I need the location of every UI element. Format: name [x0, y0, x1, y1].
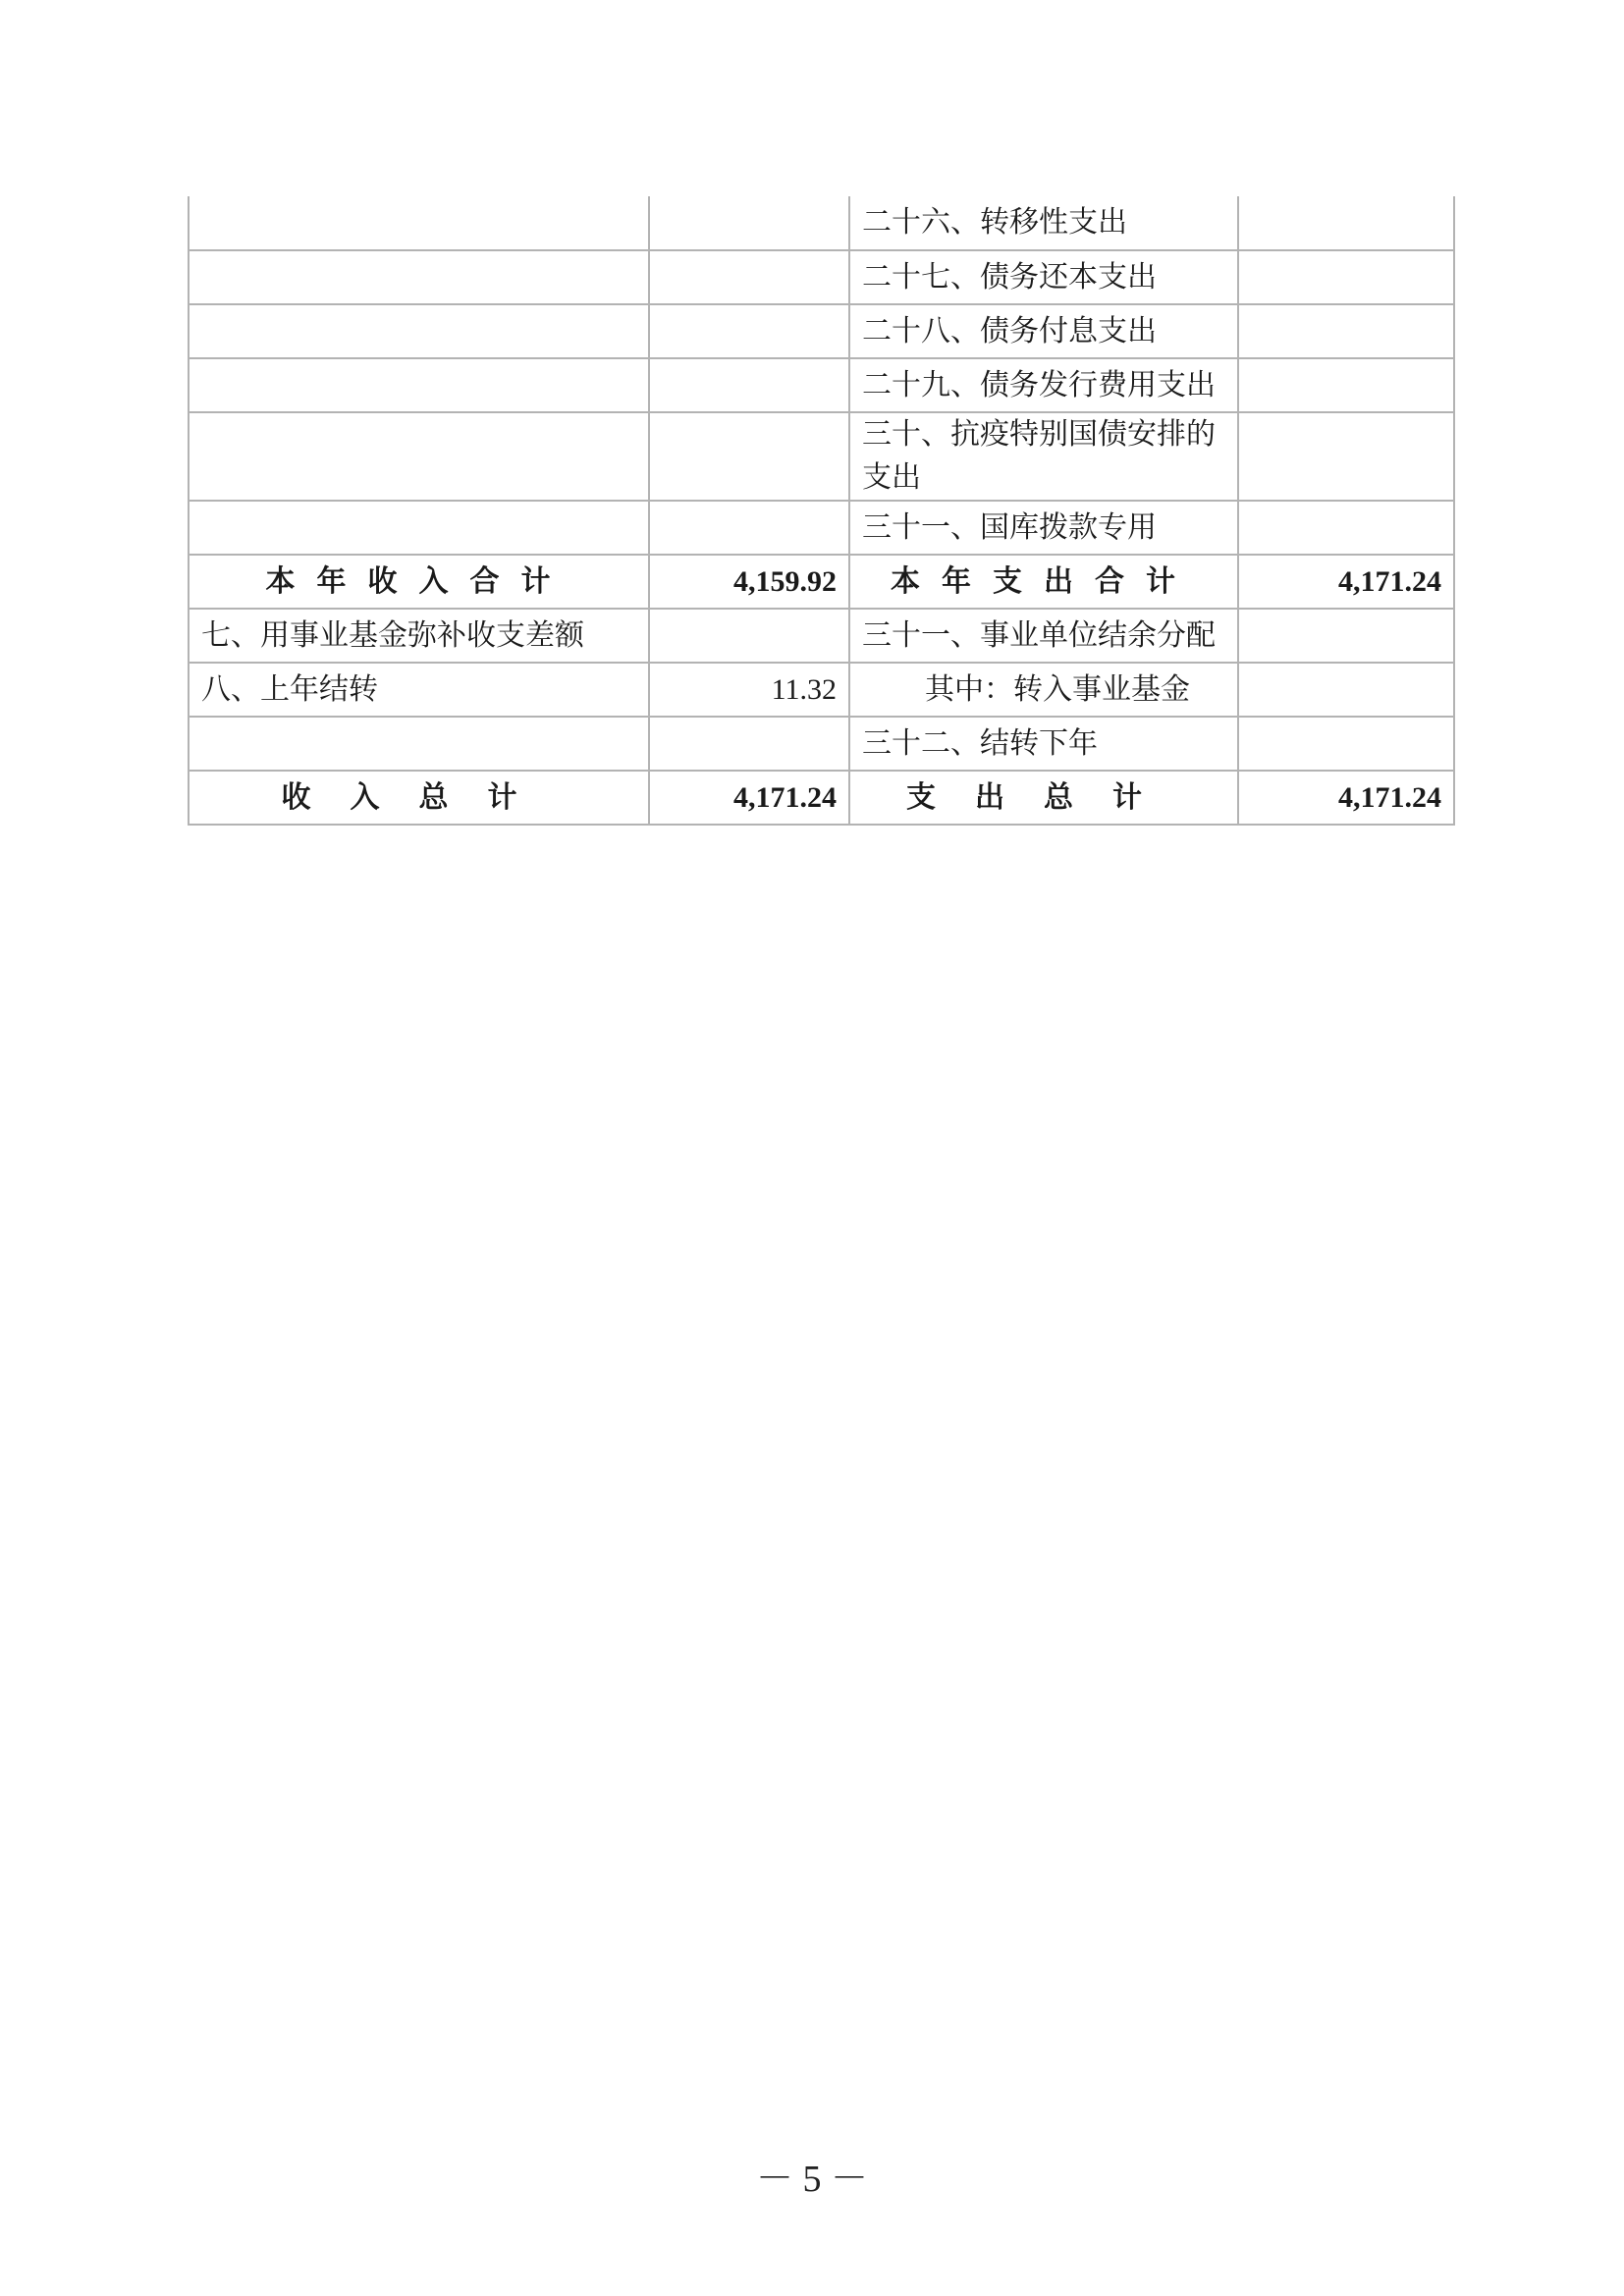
income-item-cell	[189, 501, 649, 555]
expense-item-cell: 三十、抗疫特别国债安排的支出	[849, 412, 1238, 501]
income-item-cell	[189, 412, 649, 501]
income-item-cell	[189, 358, 649, 412]
expense-item-cell: 其中：转入事业基金	[849, 663, 1238, 717]
table-row	[189, 609, 1454, 663]
expense-item-cell: 二十八、债务付息支出	[849, 304, 1238, 358]
income-amount-cell	[649, 501, 849, 555]
income-amount-cell	[649, 358, 849, 412]
expense-amount-cell	[1238, 663, 1454, 717]
table-row	[189, 196, 1454, 250]
expense-amount-cell	[1238, 412, 1454, 501]
table-row	[189, 250, 1454, 304]
page-number: － 5 －	[755, 2159, 868, 2200]
expense-item-cell: 二十六、转移性支出	[849, 196, 1238, 250]
table-row	[189, 412, 1454, 501]
expense-amount-cell	[1238, 358, 1454, 412]
grand-expense-total-label: 支出总计	[849, 771, 1238, 825]
income-amount-cell	[649, 304, 849, 358]
expense-amount-cell	[1238, 304, 1454, 358]
income-amount-cell	[649, 250, 849, 304]
table-row	[189, 304, 1454, 358]
income-amount-cell: 11.32	[649, 663, 849, 717]
expense-amount-cell	[1238, 501, 1454, 555]
annual-income-total-label: 本年收入合计	[189, 555, 649, 609]
annual-income-total-amount: 4,159.92	[649, 555, 849, 609]
table-row	[189, 501, 1454, 555]
table-row	[189, 358, 1454, 412]
income-amount-cell	[649, 609, 849, 663]
expense-item-cell: 三十一、事业单位结余分配	[849, 609, 1238, 663]
grand-income-total-amount: 4,171.24	[649, 771, 849, 825]
grand-total-row	[189, 771, 1454, 825]
expense-item-cell: 二十九、债务发行费用支出	[849, 358, 1238, 412]
expense-amount-cell	[1238, 196, 1454, 250]
annual-total-row	[189, 555, 1454, 609]
budget-table-container	[188, 196, 1453, 826]
income-amount-cell	[649, 412, 849, 501]
income-item-cell: 七、用事业基金弥补收支差额	[189, 609, 649, 663]
grand-expense-total-amount: 4,171.24	[1238, 771, 1454, 825]
expense-item-cell: 三十一、国库拨款专用	[849, 501, 1238, 555]
income-item-cell	[189, 250, 649, 304]
table-row	[189, 663, 1454, 717]
expense-amount-cell	[1238, 609, 1454, 663]
annual-expense-total-amount: 4,171.24	[1238, 555, 1454, 609]
income-item-cell	[189, 717, 649, 771]
grand-income-total-label: 收入总计	[189, 771, 649, 825]
income-item-cell	[189, 196, 649, 250]
annual-expense-total-label: 本年支出合计	[849, 555, 1238, 609]
expense-amount-cell	[1238, 717, 1454, 771]
expense-item-cell: 三十二、结转下年	[849, 717, 1238, 771]
expense-amount-cell	[1238, 250, 1454, 304]
expense-item-cell: 二十七、债务还本支出	[849, 250, 1238, 304]
income-amount-cell	[649, 196, 849, 250]
income-expense-table	[188, 196, 1455, 826]
income-item-cell	[189, 304, 649, 358]
income-amount-cell	[649, 717, 849, 771]
income-item-cell: 八、上年结转	[189, 663, 649, 717]
table-row	[189, 717, 1454, 771]
